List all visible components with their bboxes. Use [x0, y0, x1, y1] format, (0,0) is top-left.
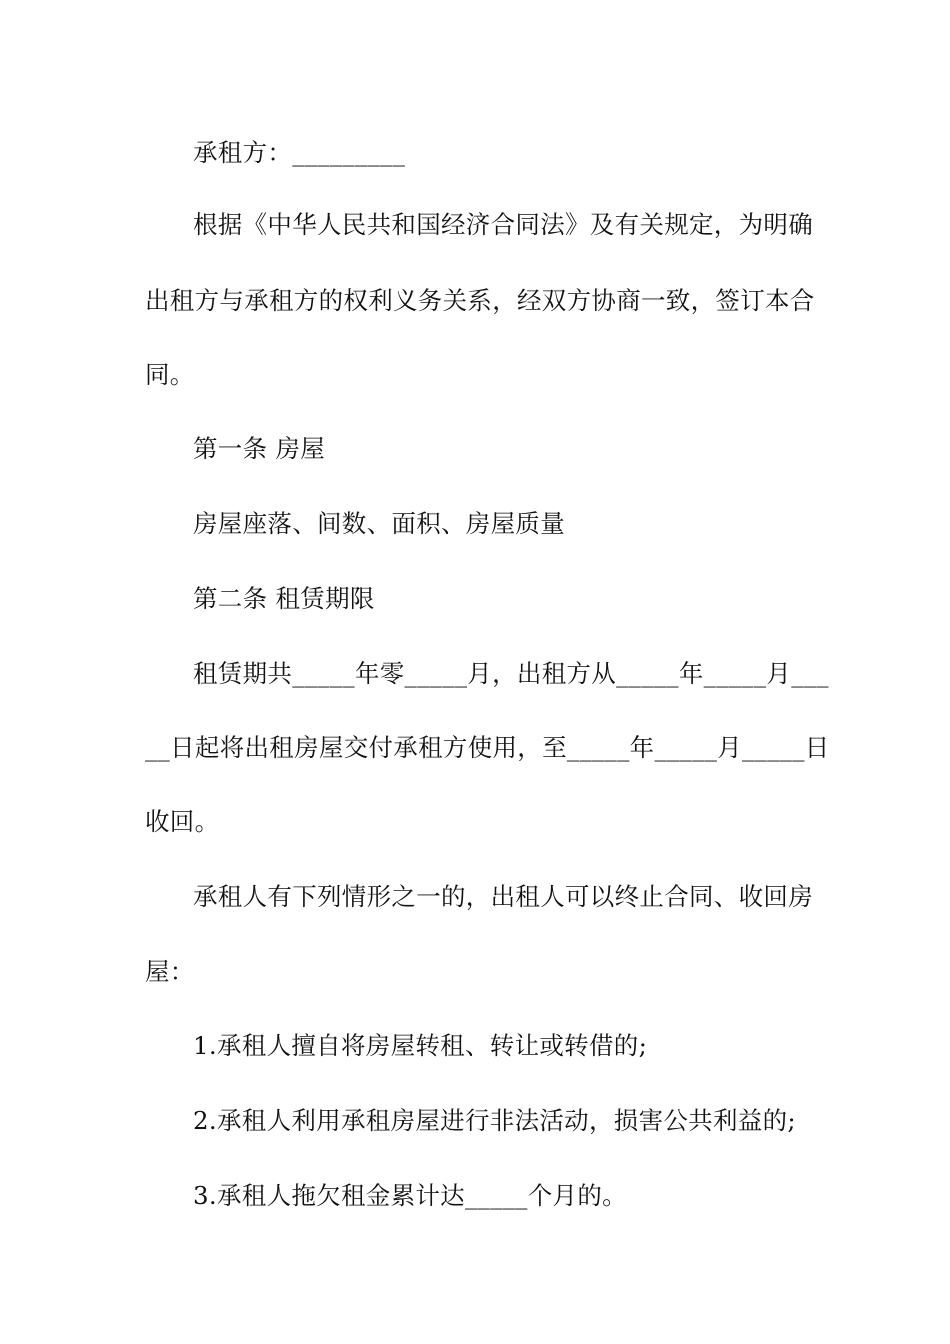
- list-item-2: 2.承租人利用承租房屋进行非法活动，损害公共利益的;: [193, 1106, 796, 1135]
- lease-term-line-1: 租赁期共_____年零_____月，出租方从_____年_____月___: [193, 659, 829, 688]
- article-1-body: 房屋座落、间数、面积、房屋质量: [193, 509, 565, 538]
- paragraph-intro-line-1: 根据《中华人民共和国经济合同法》及有关规定，为明确: [193, 210, 813, 239]
- article-2-heading: 第二条 租赁期限: [193, 584, 375, 613]
- lease-term-line-2: __日起将出租房屋交付承租方使用，至_____年_____月_____日: [145, 733, 830, 762]
- paragraph-intro-line-3: 同。: [145, 360, 195, 389]
- list-item-1: 1.承租人擅自将房屋转租、转让或转借的;: [193, 1031, 648, 1060]
- termination-clause-line-2: 屋：: [145, 957, 195, 986]
- list-item-3: 3.承租人拖欠租金累计达_____个月的。: [193, 1181, 627, 1210]
- paragraph-intro-line-2: 出租方与承租方的权利义务关系，经双方协商一致，签订本合: [145, 286, 815, 315]
- termination-clause-line-1: 承租人有下列情形之一的，出租人可以终止合同、收回房: [193, 882, 813, 911]
- lease-term-line-3: 收回。: [145, 807, 220, 836]
- article-1-heading: 第一条 房屋: [193, 434, 326, 463]
- lessee-line: 承租方：_________: [193, 138, 406, 167]
